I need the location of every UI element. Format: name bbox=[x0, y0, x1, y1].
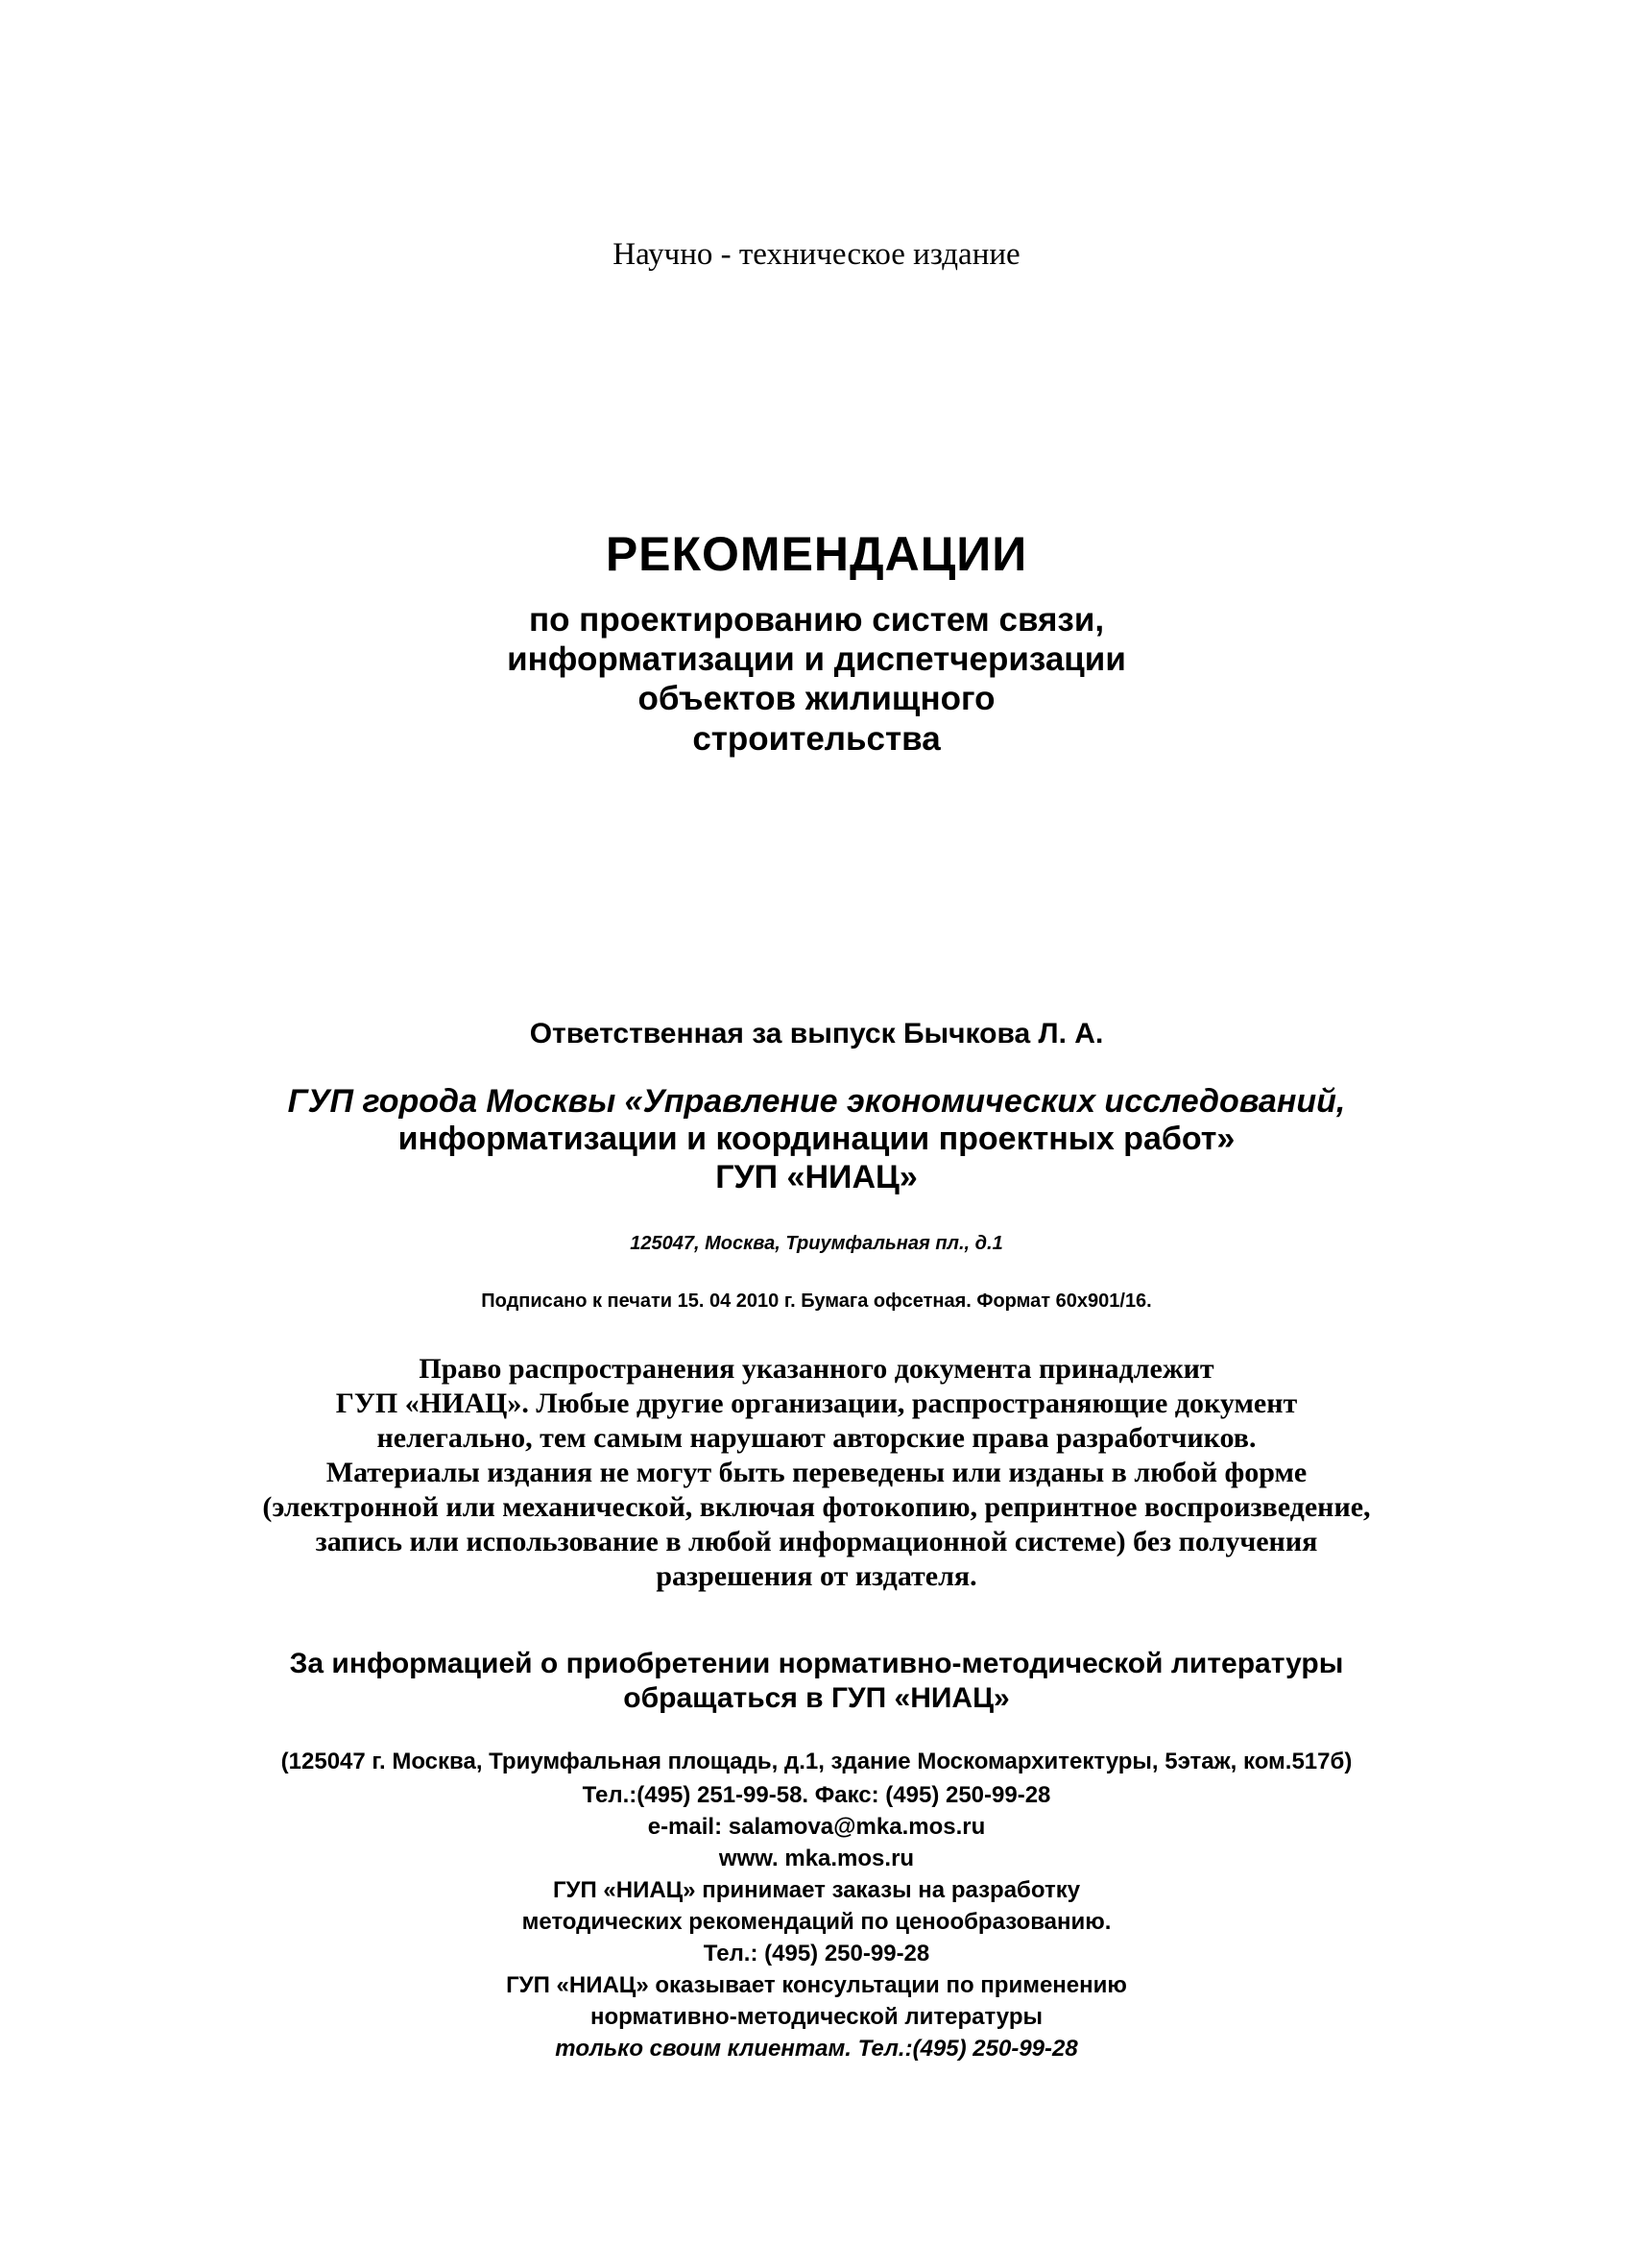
contact-line: методических рекомендаций по ценообразованию. bbox=[521, 1909, 1112, 1935]
rights-line: Материалы издания не могут быть переведены или изданы в любой форме bbox=[325, 1457, 1308, 1488]
contact-line: ГУП «НИАЦ» оказывает консультации по применению bbox=[506, 1972, 1127, 1998]
publisher-address: 125047, Москва, Триумфальная пл., д.1 bbox=[630, 1233, 1003, 1254]
edition-type: Научно - техническое издание bbox=[612, 237, 1021, 272]
subtitle-line: объектов жилищного bbox=[637, 680, 996, 717]
printing-info: Подписано к печати 15. 04 2010 г. Бумага офсетная. Формат 60х901/16. bbox=[481, 1291, 1152, 1312]
rights-line: нелегально, тем самым нарушают авторские права разработчиков. bbox=[376, 1422, 1257, 1454]
organization-line: ГУП «НИАЦ» bbox=[715, 1159, 918, 1195]
contact-phone: Тел.: (495) 250-99-28 bbox=[703, 1941, 930, 1966]
rights-line: разрешения от издателя. bbox=[656, 1560, 977, 1592]
subtitle-line: по проектированию систем связи, bbox=[528, 601, 1105, 639]
contact-line: ГУП «НИАЦ» принимает заказы на разработку bbox=[552, 1877, 1081, 1903]
responsible-person: Ответственная за выпуск Бычкова Л. А. bbox=[529, 1018, 1104, 1050]
contact-email: e-mail: salamova@mka.mos.ru bbox=[647, 1814, 986, 1840]
organization-line: ГУП города Москвы «Управление экономических исследований, bbox=[287, 1083, 1346, 1120]
info-line: За информацией о приобретении нормативно-методической литературы bbox=[289, 1648, 1344, 1679]
rights-line: ГУП «НИАЦ». Любые другие организации, распространяющие документ bbox=[335, 1387, 1298, 1419]
organization-line: информатизации и координации проектных работ» bbox=[397, 1121, 1236, 1157]
rights-line: запись или использование в любой информационной системе) без получения bbox=[315, 1526, 1318, 1557]
rights-line: Право распространения указанного документа принадлежит bbox=[419, 1353, 1214, 1385]
document-title: РЕКОМЕНДАЦИИ bbox=[605, 527, 1028, 581]
info-line: обращаться в ГУП «НИАЦ» bbox=[623, 1682, 1010, 1714]
rights-line: (электронной или механической, включая фотокопию, репринтное воспроизведение, bbox=[262, 1491, 1371, 1523]
contact-website: www. mka.mos.ru bbox=[718, 1846, 915, 1871]
contact-phone-fax: Тел.:(495) 251-99-58. Факс: (495) 250-99-28 bbox=[582, 1782, 1051, 1808]
contact-line: нормативно-методической литературы bbox=[590, 2004, 1043, 2030]
subtitle-line: информатизации и диспетчеризации bbox=[507, 640, 1126, 678]
contact-line: только своим клиентам. Тел.:(495) 250-99-28 bbox=[555, 2036, 1078, 2062]
contact-address: (125047 г. Москва, Триумфальная площадь, д.1, здание Москомархитектуры, 5этаж, ком.517б) bbox=[280, 1749, 1353, 1774]
subtitle-line: строительства bbox=[692, 720, 941, 758]
